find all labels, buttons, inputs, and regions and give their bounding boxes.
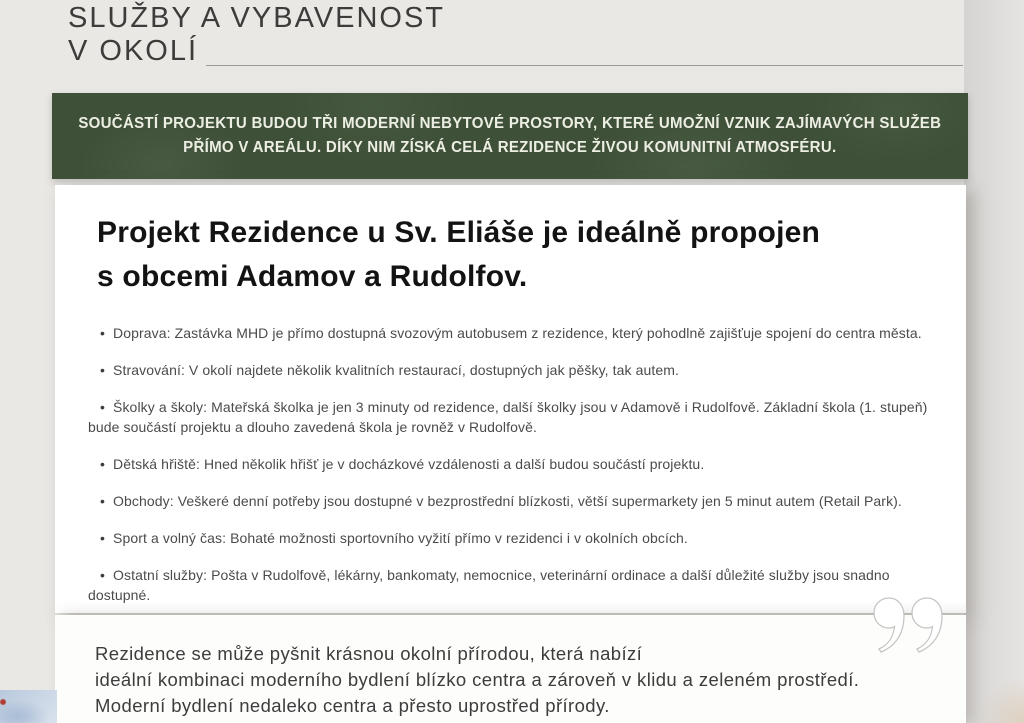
quote-text-line2: ideální kombinaci moderního bydlení blízko centra a zároveň v klidu a zeleném prostředí. xyxy=(95,669,860,690)
list-item-doprava: • Doprava: Zastávka MHD je přímo dostupná svozovým autobusem z rezidence, který pohodlně zajišťuje spojení do centra města. xyxy=(88,323,954,343)
intro-banner-line1: SOUČÁSTÍ PROJEKTU BUDOU TŘI MODERNÍ NEBYTOVÉ PROSTORY, KTERÉ UMOŽNÍ VZNIK ZAJÍMAVÝCH SLUŽEB xyxy=(78,115,942,132)
photo-fragment xyxy=(0,690,57,723)
card-heading-line1: Projekt Rezidence u Sv. Eliáše je ideálně propojen xyxy=(97,216,821,249)
list-item-skolky: • Školky a školy: Mateřská školka je jen 3 minuty od rezidence, další školky jsou v Adamově i Rudolfově. Základní škola (1. stupeň) bude součástí projektu a dlouho zavedená škola je rovněž v Rudolfově. xyxy=(88,397,954,437)
list-item-hriste: • Dětská hřiště: Hned několik hřišť je v docházkové vzdálenosti a další budou součástí projektu. xyxy=(88,454,954,474)
list-item-stravovani: • Stravování: V okolí najdete několik kvalitních restaurací, dostupných jak pěšky, tak autem. xyxy=(88,360,954,380)
list-item-sport: • Sport a volný čas: Bohaté možnosti sportovního vyžití přímo v rezidenci i v okolních obcích. xyxy=(88,528,954,548)
title-rule xyxy=(206,65,963,66)
card-heading xyxy=(97,211,820,299)
quote-text-line1: Rezidence se může pyšnit krásnou okolní přírodou, která nabízí xyxy=(95,643,643,664)
list-item-obchody: • Obchody: Veškeré denní potřeby jsou dostupné v bezprostřední blízkosti, větší supermarkety jen 5 minut autem (Retail Park). xyxy=(88,491,954,511)
closing-quote-icon xyxy=(872,594,946,654)
quote-text-line3: Moderní bydlení nedaleko centra a přesto uprostřed přírody. xyxy=(95,695,610,716)
list-item-ostatni: • Ostatní služby: Pošta v Rudolfově, lékárny, bankomaty, nemocnice, veterinární ordinace a další důležité služby jsou snadno dostupné. xyxy=(88,565,954,605)
page-title-line2: V OKOLÍ xyxy=(68,35,199,67)
page-title-line1: SLUŽBY A VYBAVENOST xyxy=(68,2,446,34)
card-heading-line2: s obcemi Adamov a Rudolfov. xyxy=(97,260,528,293)
intro-banner xyxy=(52,93,968,179)
amenities-list xyxy=(88,323,954,622)
background-shade xyxy=(964,0,1024,723)
quote-text xyxy=(95,641,859,719)
intro-banner-text xyxy=(79,112,942,160)
content-card xyxy=(55,185,966,613)
corner-photo-glow xyxy=(978,681,1024,723)
page-title xyxy=(68,2,445,68)
intro-banner-line2: PŘÍMO V AREÁLU. DÍKY NIM ZÍSKÁ CELÁ REZIDENCE ŽIVOU KOMUNITNÍ ATMOSFÉRU. xyxy=(183,139,837,156)
